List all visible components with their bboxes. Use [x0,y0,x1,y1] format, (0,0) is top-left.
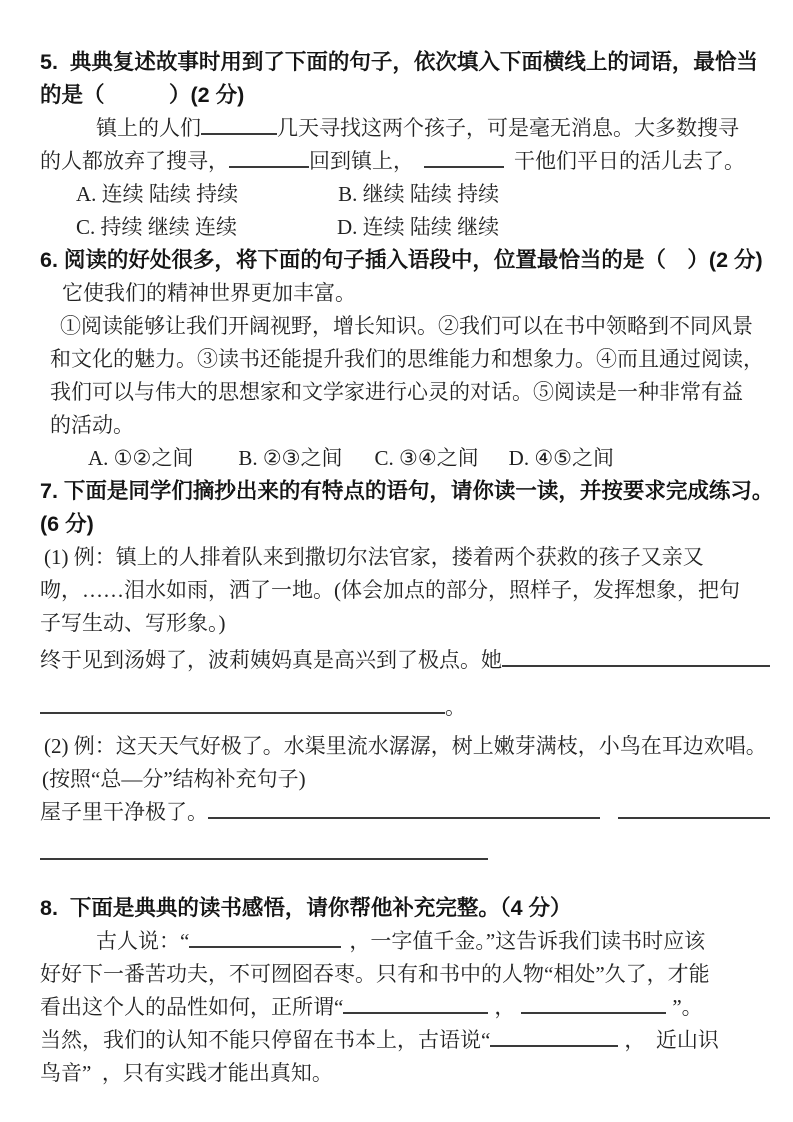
answer-blank [208,802,600,819]
q5-line-1 [40,46,770,79]
text-run: 古人说：“ [96,929,190,953]
text-run: A. ①②之间 [88,446,194,470]
answer-blank [40,697,445,714]
text-run: 回到镇上， [309,149,414,173]
text-run: 镇上的人们 [96,116,201,140]
q7-line-4 [40,574,770,607]
q7-line-2 [40,508,770,541]
text-run: A. 连续 陆续 持续 [76,182,239,206]
text-run: 的是（ ）(2 分) [40,83,245,107]
question-6 [40,244,770,475]
text-run: 7. 下面是同学们摘抄出来的有特点的语句，请你读一读，并按要求完成练习。 [40,479,774,503]
answer-blank [618,802,770,819]
text-run: 几天寻找这两个孩子，可是毫无消息。大多数搜寻 [277,116,739,140]
text-run: (按照“总—分”结构补充句子) [42,767,306,791]
q6-line-5 [40,376,770,409]
q5-line-4 [40,145,770,178]
q6-line-3 [40,310,770,343]
text-run: 6. 阅读的好处很多，将下面的句子插入语段中，位置最恰当的是（ ）(2 分) [40,248,763,272]
text-run: D. ④⑤之间 [508,446,614,470]
q8-line-4 [40,991,770,1024]
text-run: (2) 例：这天天气好极了。水渠里流水潺潺，树上嫩芽满枝，小鸟在耳边欢唱。 [44,734,767,758]
q7-line-11 [40,843,770,876]
answer-blank [40,843,488,860]
q7-line-1 [40,475,774,508]
text-run: ，一字值千金。”这告诉我们读书时应该 [349,929,706,953]
text-run: ， 近山识 [624,1028,719,1052]
text-run: 鸟音” ，只有实践才能出真知。 [40,1061,333,1085]
text-run: 8. 下面是典典的读书感悟，请你帮他补充完整。（4 分） [40,896,572,920]
text-run: (6 分) [40,512,94,536]
text-run: 和文化的魅力。③读书还能提升我们的思维能力和想象力。④而且通过阅读， [50,347,764,371]
answer-blank [343,997,488,1014]
q6-line-7 [40,442,770,475]
text-run: 好好下一番苦功夫，不可囫囵吞枣。只有和书中的人物“相处”久了，才能 [40,962,710,986]
text-run: 我们可以与伟大的思想家和文学家进行心灵的对话。⑤阅读是一种非常有益 [50,380,743,404]
text-run: 干他们平日的活儿去了。 [514,149,745,173]
answer-blank [424,151,504,168]
q8-line-3 [40,958,770,991]
q8-line-6 [40,1057,770,1090]
q7-line-6 [40,644,770,677]
text-run: B. ②③之间 [238,446,343,470]
q7-line-8 [40,730,770,763]
text-run: (1) 例：镇上的人排着队来到撒切尔法官家，搂着两个获救的孩子又亲又 [44,545,704,569]
answer-blank [189,931,341,948]
text-run: 终于见到汤姆了，波莉姨妈真是高兴到了极点。她 [40,648,502,672]
q5-line-2 [40,79,770,112]
q5-line-3 [40,112,770,145]
text-run: C. ③④之间 [374,446,479,470]
text-run: 吻，……泪水如雨，洒了一地。(体会加点的部分，照样子，发挥想象，把句 [40,578,740,602]
q8-line-2 [40,925,770,958]
q6-line-2 [40,277,770,310]
question-5 [40,46,770,244]
answer-blank [201,118,277,135]
text-run: D. 连续 陆续 继续 [337,215,500,239]
q8-line-1 [40,892,770,925]
answer-blank [502,650,770,667]
question-7 [40,475,774,876]
text-run: C. 持续 继续 连续 [76,215,238,239]
q7-line-10 [40,796,770,829]
q6-line-6 [40,409,770,442]
question-8 [40,892,770,1090]
text-run: 看出这个人的品性如何，正所谓“ [40,995,344,1019]
text-run: 的人都放弃了搜寻， [40,149,229,173]
q6-line-1 [40,244,770,277]
answer-blank [490,1030,618,1047]
q5-line-6 [40,211,770,244]
text-run: 它使我们的精神世界更加丰富。 [62,281,356,305]
text-run: ①阅读能够让我们开阔视野，增长知识。②我们可以在书中领略到不同风景 [60,314,753,338]
answer-blank [229,151,309,168]
q7-line-7 [40,691,770,724]
text-run: 子写生动、写形象。) [40,611,226,635]
answer-blank [521,997,666,1014]
text-run: 的活动。 [50,413,134,437]
q7-line-5 [40,607,770,640]
q6-line-4 [40,343,770,376]
q7-line-3 [40,541,770,574]
text-run: 当然，我们的认知不能只停留在书本上，古语说“ [40,1028,491,1052]
text-run: 。 [445,695,466,719]
text-run: 屋子里干净极了。 [40,800,208,824]
q8-line-5 [40,1024,770,1057]
text-run: ， [494,995,516,1019]
text-run: 5. 典典复述故事时用到了下面的句子，依次填入下面横线上的词语，最恰当 [40,50,758,74]
text-run: B. 继续 陆续 持续 [338,182,500,206]
q7-line-9 [40,763,770,796]
q5-line-5 [40,178,770,211]
text-run: ”。 [672,995,703,1019]
